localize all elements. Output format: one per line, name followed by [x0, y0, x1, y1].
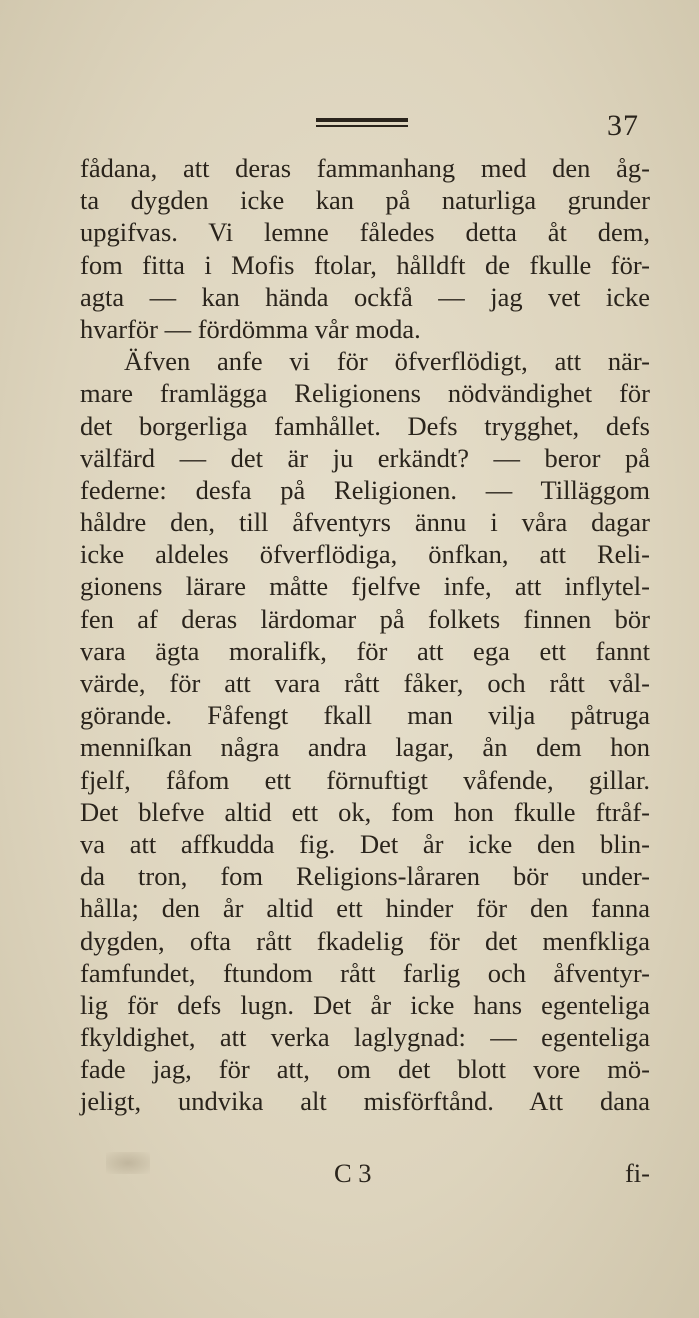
text-line: hålla; den år altid ett hinder för den fanna — [80, 893, 650, 924]
text-line: ta dygden icke kan på naturliga grunder — [80, 185, 650, 216]
text-line: icke aldeles öfverflödiga, önfkan, att Reli- — [80, 539, 650, 570]
text-line: det borgerliga famhållet. Defs trygghet, defs — [80, 410, 650, 441]
catchword: fi- — [624, 1158, 650, 1188]
text-line: fjelf, fåfom ett förnuftigt våfende, gillar. — [80, 764, 650, 795]
text-line: Det blefve altid ett ok, fom hon fkulle ftråf- — [80, 796, 650, 827]
header-rule-thick — [316, 118, 408, 122]
text-line: dygden, ofta rått fkadelig för det menfkliga — [80, 925, 650, 956]
text-line: da tron, fom Religions-låraren bör under- — [80, 861, 650, 892]
page-footer — [80, 1158, 650, 1198]
text-line: fom fitta i Mofis ftolar, hålldft de fkulle för- — [80, 249, 650, 280]
text-line: lig för defs lugn. Det år icke hans egenteliga — [80, 989, 650, 1020]
text-line: fkyldighet, att verka laglygnad: — egenteliga — [80, 1022, 650, 1053]
text-line: famfundet, ftundom rått farlig och åfventyr- — [80, 957, 650, 988]
text-line: jeligt, undvika alt misförftånd. Att dana — [80, 1086, 650, 1117]
text-line: menniſkan några andra lagar, ån dem hon — [80, 732, 650, 763]
text-line: hvarför — fördömma vår moda. — [80, 313, 421, 344]
text-line: federne: desfa på Religionen. — Tilläggom — [80, 474, 650, 505]
text-line: upgifvas. Vi lemne fåledes detta åt dem, — [80, 217, 650, 248]
text-line: välfärd — det är ju erkändt? — beror på — [80, 442, 650, 473]
body-text — [80, 152, 650, 1118]
text-line: va att affkudda fig. Det år icke den blin- — [80, 828, 650, 859]
page-number: 37 — [607, 109, 639, 142]
text-line: mare framlägga Religionens nödvändighet för — [80, 378, 650, 409]
text-line: vara ägta moralifk, för att ega ett fannt — [80, 635, 650, 666]
signature-mark: C 3 — [334, 1158, 372, 1188]
header-rule — [316, 118, 408, 128]
text-line: görande. Fåfengt fkall man vilja påtruga — [80, 700, 650, 731]
text-line: fade jag, för att, om det blott vore mö- — [80, 1054, 650, 1085]
text-line: håldre den, till åfventyrs ännu i våra dagar — [80, 507, 650, 538]
text-line: gionens lärare måtte fjelfve infe, att inflytel- — [80, 571, 650, 602]
text-line: agta — kan hända ockfå — jag vet icke — [80, 281, 650, 312]
text-line: fen af deras lärdomar på folkets finnen bör — [80, 603, 650, 634]
text-line: fådana, att deras fammanhang med den åg- — [80, 153, 650, 183]
header-rule-thin — [316, 125, 408, 127]
text-line: värde, för att vara rått fåker, och rått vål- — [80, 668, 650, 698]
text-line: Äfven anfe vi för öfverflödigt, att när- — [124, 346, 650, 377]
